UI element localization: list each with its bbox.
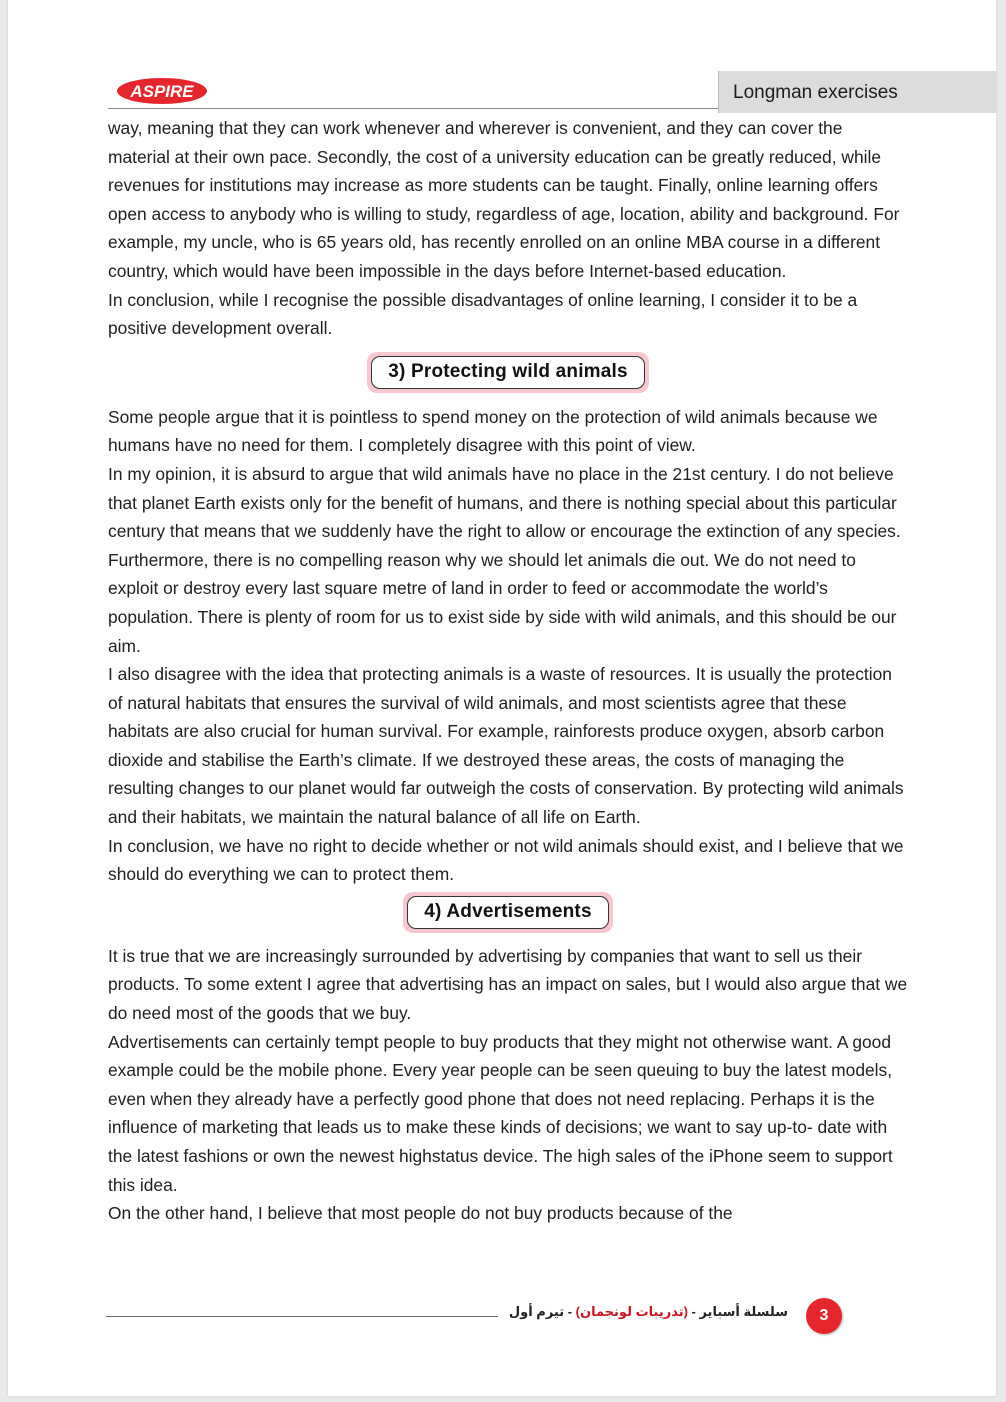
aspire-logo-icon <box>116 77 208 105</box>
intro-paragraph-1: way, meaning that they can work whenever and wherever is convenient, and they can cover the material at their own pace. Secondly, the cost of a university education can be greatly reduced, while revenues for institutions may increase as more students can be taught. Finally, online learning offers open access to anybody who is willing to study, regardless of age, location, ability and background. For example, my uncle, who is 65 years old, has recently enrolled on an online MBA course in a different country, which would have been impossible in the days before Internet-based education. <box>108 118 900 281</box>
section-3-paragraph-1: Some people argue that it is pointless to spend money on the protection of wild animals because we humans have no need for them. I completely disagree with this point of view. <box>108 406 878 456</box>
section-3-badge <box>367 352 649 393</box>
essay-content <box>108 114 908 1228</box>
section-4-paragraph-1: It is true that we are increasingly surrounded by advertising by companies that want to sell us their products. To some extent I agree that advertising has an impact on sales, but I would also argue that we do need most of the goods that we buy. <box>108 945 908 1024</box>
section-3-paragraph-4: In conclusion, we have no right to decide whether or not wild animals should exist, and I believe that we should do everything we can to protect them. <box>108 835 904 885</box>
footer-divider <box>106 1316 498 1317</box>
section-3-paragraph-3: I also disagree with the idea that protecting animals is a waste of resources. It is usually the protection of natural habitats that ensures the survival of wild animals, and most scientists agree that these habitats are also crucial for human survival. For example, rainforests produce oxygen, absorb carbon dioxide and stabilise the Earth’s climate. If we destroyed these areas, the costs of managing the resulting changes to our planet would far outweigh the costs of conservation. By protecting wild animals and their habitats, we maintain the natural balance of all life on Earth. <box>108 664 904 828</box>
header-tab <box>718 71 997 113</box>
footer-series-prefix: سلسلة أسباير - <box>687 1304 788 1319</box>
document-page <box>8 0 996 1396</box>
header-title: Longman exercises <box>733 82 898 103</box>
svg-text:ASPIRE: ASPIRE <box>130 82 194 101</box>
page-number-badge: 3 <box>806 1298 842 1334</box>
aspire-logo <box>116 77 208 105</box>
section-4-title: 4) Advertisements <box>407 896 608 929</box>
header-divider <box>108 108 718 109</box>
section-3-paragraph-2: In my opinion, it is absurd to argue that wild animals have no place in the 21st century. I do not believe that planet Earth exists only for the benefit of humans, and there is nothing special about this particular century that means that we suddenly have the right to allow or encourage the extinction of any species. Furthermore, there is no compelling reason why we should let animals die out. We do not need to exploit or destroy every last square metre of land in order to feed or accommodate the world’s population. There is plenty of room for us to exist side by side with wild animals, and this should be our aim. <box>108 463 901 656</box>
footer-series-suffix: - تيرم أول <box>508 1304 576 1319</box>
section-4-paragraph-3: On the other hand, I believe that most people do not buy products because of the <box>108 1203 733 1224</box>
footer-series-highlight: (تدريبات لونجمان) <box>575 1304 688 1319</box>
section-3-heading-wrap <box>108 352 908 393</box>
section-3-title: 3) Protecting wild animals <box>371 356 645 389</box>
section-4-paragraph-2: Advertisements can certainly tempt people to buy products that they might not otherwise want. A good example could be the mobile phone. Every year people can be seen queuing to buy the latest models, even when they already have a perfectly good phone that does not need replacing. Perhaps it is the influence of marketing that leads us to make these kinds of decisions; we want to say up-to- date with the latest fashions or own the newest highstatus device. The high sales of the iPhone seem to support this idea. <box>108 1031 893 1195</box>
footer-series-title <box>508 1304 788 1320</box>
intro-paragraph-2: In conclusion, while I recognise the possible disadvantages of online learning, I consider it to be a positive development overall. <box>108 289 858 339</box>
section-4-badge <box>403 892 612 933</box>
section-4-heading-wrap <box>108 892 908 933</box>
